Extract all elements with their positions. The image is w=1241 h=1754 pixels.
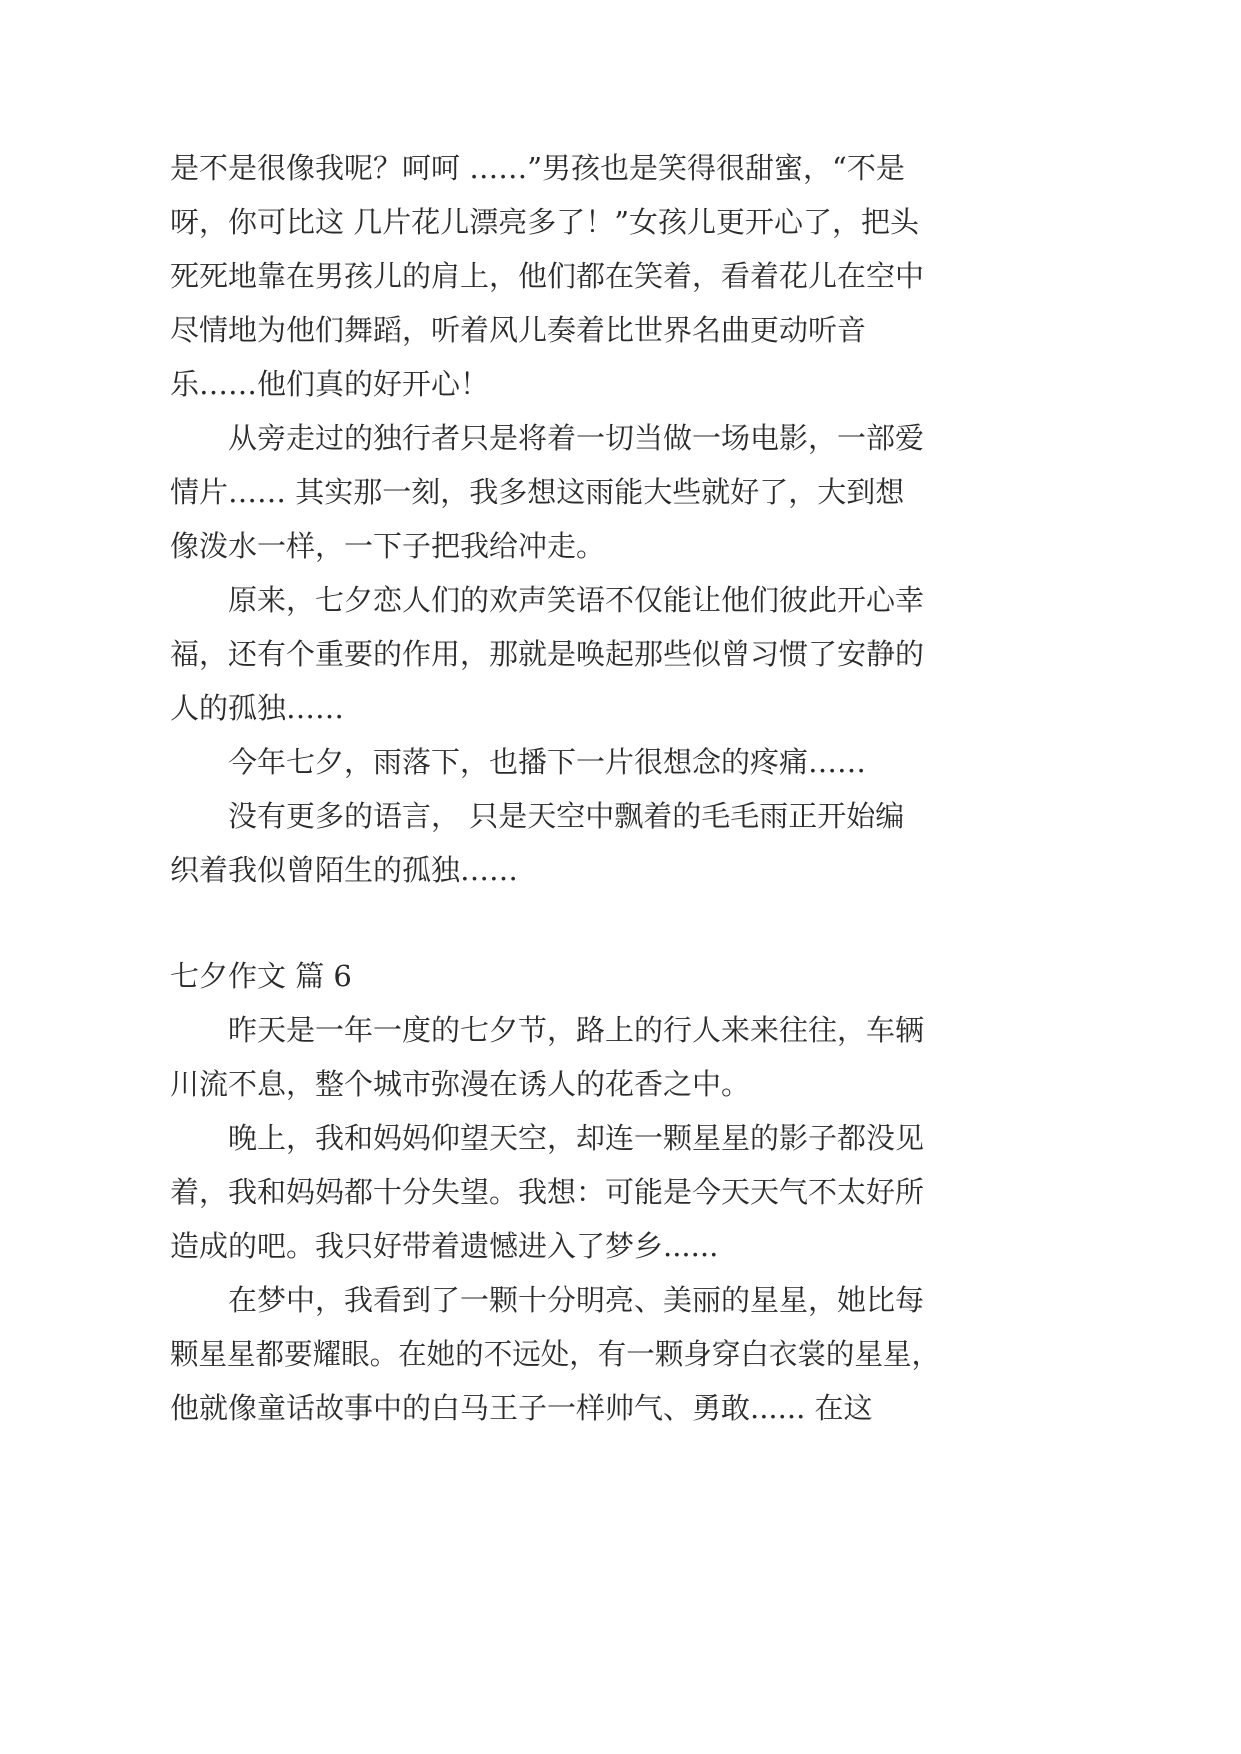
text-line — [0, 786, 1241, 846]
line-text: 没有更多的语言， 只是天空中飘着的毛毛雨正开始编 — [228, 799, 905, 833]
text-line — [0, 300, 1241, 360]
section-heading — [0, 946, 1241, 1006]
text-line — [0, 840, 1241, 900]
line-text: 人的孤独…… — [170, 691, 345, 725]
text-line — [0, 678, 1241, 738]
text-line — [0, 1378, 1241, 1438]
line-text: 原来，七夕恋人们的欢声笑语不仅能让他们彼此开心幸 — [228, 583, 925, 617]
text-line — [0, 516, 1241, 576]
line-text: 织着我似曾陌生的孤独…… — [170, 853, 519, 887]
line-text: 晚上，我和妈妈仰望天空，却连一颗星星的影子都没见 — [228, 1121, 925, 1155]
line-text: 呀，你可比这 几片花儿漂亮多了！”女孩儿更开心了，把头 — [170, 205, 920, 239]
text-line — [0, 1054, 1241, 1114]
line-text: 从旁走过的独行者只是将着一切当做一场电影，一部爱 — [228, 421, 925, 455]
line-text: 今年七夕，雨落下，也播下一片很想念的疼痛…… — [228, 745, 867, 779]
line-text: 川流不息，整个城市弥漫在诱人的花香之中。 — [170, 1067, 751, 1101]
heading-text: 七夕作文 篇 6 — [170, 959, 352, 993]
text-line — [0, 462, 1241, 522]
line-text: 他就像童话故事中的白马王子一样帅气、勇敢...... 在这 — [170, 1391, 873, 1425]
text-line — [0, 1108, 1241, 1168]
text-line — [0, 1216, 1241, 1276]
text-line — [0, 570, 1241, 630]
text-line — [0, 1270, 1241, 1330]
text-line — [0, 354, 1241, 414]
line-text: 福，还有个重要的作用，那就是唤起那些似曾习惯了安静的 — [170, 637, 925, 671]
text-line — [0, 1324, 1241, 1384]
line-text: 着，我和妈妈都十分失望。我想：可能是今天天气不太好所 — [170, 1175, 925, 1209]
text-line — [0, 1000, 1241, 1060]
line-text: 尽情地为他们舞蹈，听着风儿奏着比世界名曲更动听音 — [170, 313, 867, 347]
line-text: 颗星星都要耀眼。在她的不远处，有一颗身穿白衣裳的星星， — [170, 1337, 941, 1371]
text-line — [0, 408, 1241, 468]
line-text: 死死地靠在男孩儿的肩上，他们都在笑着，看着花儿在空中 — [170, 259, 925, 293]
text-line — [0, 624, 1241, 684]
text-line — [0, 732, 1241, 792]
line-text: 造成的吧。我只好带着遗憾进入了梦乡...... — [170, 1229, 719, 1263]
line-text: 在梦中，我看到了一颗十分明亮、美丽的星星，她比每 — [228, 1283, 925, 1317]
line-text: 乐……他们真的好开心！ — [170, 367, 490, 401]
line-text: 像泼水一样，一下子把我给冲走。 — [170, 529, 606, 563]
text-line — [0, 1162, 1241, 1222]
text-line — [0, 246, 1241, 306]
text-line — [0, 138, 1241, 198]
line-text: 是不是很像我呢？呵呵 ……”男孩也是笑得很甜蜜，“不是 — [170, 151, 905, 185]
line-text: 情片…… 其实那一刻，我多想这雨能大些就好了，大到想 — [170, 475, 905, 509]
line-text: 昨天是一年一度的七夕节，路上的行人来来往往，车辆 — [228, 1013, 925, 1047]
text-line — [0, 192, 1241, 252]
